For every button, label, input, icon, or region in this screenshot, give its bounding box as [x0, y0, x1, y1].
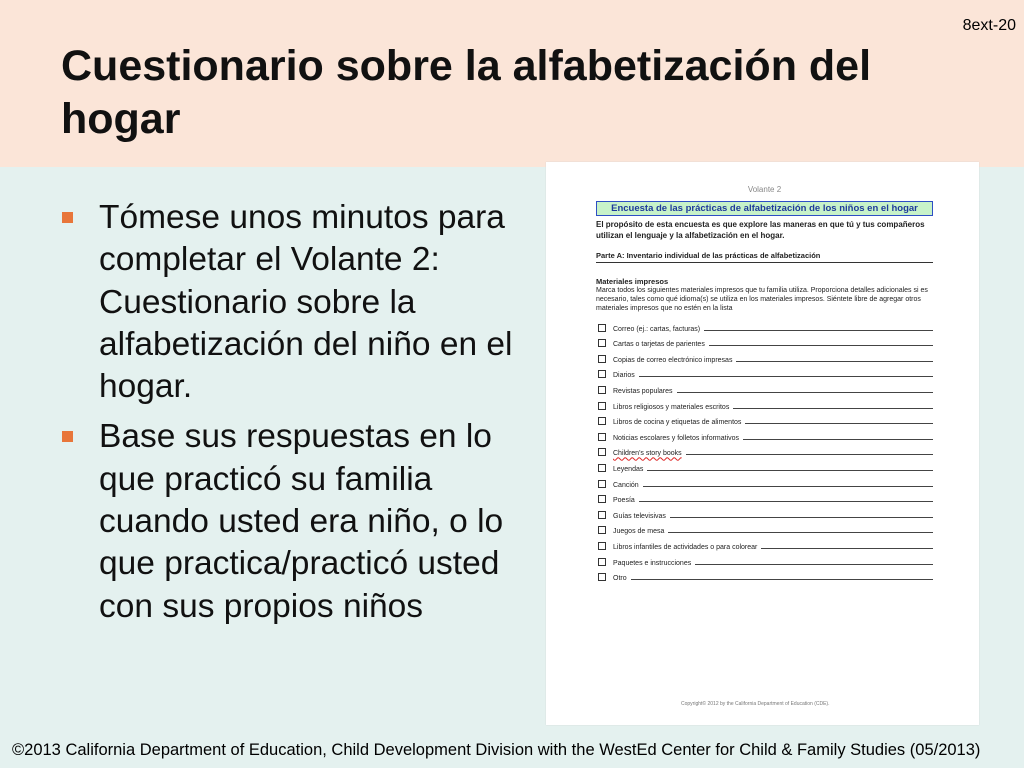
checkbox-icon [598, 386, 606, 394]
checkbox-icon [598, 573, 606, 581]
checklist-label: Libros religiosos y materiales escritos [613, 403, 730, 411]
handout-image [546, 162, 979, 725]
answer-line [643, 486, 933, 487]
checkbox-icon [598, 339, 606, 347]
answer-line [761, 548, 933, 549]
checklist-item [596, 535, 933, 551]
handout-part-a: Parte A: Inventario individual de las prácticas de alfabetización [596, 251, 933, 263]
checklist-label: Poesía [613, 497, 635, 505]
answer-line [736, 361, 933, 362]
checkbox-icon [598, 464, 606, 472]
answer-line [647, 470, 933, 471]
checklist-item [596, 395, 933, 411]
slide-title: Cuestionario sobre la alfabetización del hogar [61, 42, 872, 143]
footer-credit: ©2013 California Department of Education, Child Development Division with the WestEd Center for Child & Family Studies (05/2013) [12, 741, 981, 759]
checklist-item [596, 504, 933, 520]
answer-line [733, 408, 933, 409]
checklist-item [596, 520, 933, 536]
materials-text: Marca todos los siguientes materiales impresos que tu familia utiliza. Proporciona detalles adicionales si es necesario, tales como qué idioma(s) se utiliza en los materiales impresos. Siéntete libre de agregar otros materiales impresos que no estén en la lista [596, 287, 928, 312]
checklist-item [596, 442, 933, 458]
bullet-item [60, 197, 530, 408]
checklist-item [596, 489, 933, 505]
checklist-item [596, 348, 933, 364]
checklist-item [596, 457, 933, 473]
checkbox-icon [598, 433, 606, 441]
bullet-text: Base sus respuestas en lo que practicó su familia cuando usted era niño, o lo que practica/practicó usted con sus propios niños [99, 418, 504, 625]
checklist-label: Canción [613, 481, 639, 489]
checklist-label: Libros de cocina y etiquetas de alimentos [613, 419, 742, 427]
checklist-label: Paquetes e instrucciones [613, 559, 692, 567]
checklist-label: Correo (ej.: cartas, facturas) [613, 325, 701, 333]
checklist-item [596, 379, 933, 395]
checklist-label: Cartas o tarjetas de parientes [613, 341, 705, 349]
answer-line [695, 564, 933, 565]
checklist-item [596, 333, 933, 349]
handout-purpose: El propósito de esta encuesta es que explore las maneras en que tú y tus compañeros utilizan el lenguaje y la alfabetización en el hogar. [596, 220, 925, 240]
answer-line [686, 454, 933, 455]
answer-line [668, 532, 933, 533]
checkbox-icon [598, 542, 606, 550]
answer-line [639, 501, 933, 502]
answer-line [639, 376, 933, 377]
checklist-label: Juegos de mesa [613, 528, 665, 536]
checklist-item [596, 473, 933, 489]
handout-label: Volante 2 [747, 185, 782, 194]
square-bullet-icon [62, 212, 73, 223]
checklist-label: Diarios [613, 372, 635, 380]
answer-line [631, 579, 933, 580]
answer-line [677, 392, 933, 393]
checkbox-icon [598, 402, 606, 410]
materials-heading: Materiales impresos [596, 277, 669, 286]
checkbox-icon [598, 417, 606, 425]
checklist-item [596, 364, 933, 380]
checklist-item [596, 551, 933, 567]
bullet-item [60, 416, 530, 627]
checklist-label: Copias de correo electrónico impresas [613, 356, 733, 364]
checkbox-icon [598, 526, 606, 534]
checklist-label: Leyendas [613, 465, 644, 473]
checklist [596, 317, 933, 582]
title-banner [0, 0, 1024, 167]
handout-title: Encuesta de las prácticas de alfabetización de los niños en el hogar [596, 201, 933, 216]
checkbox-icon [598, 448, 606, 456]
checklist-label: Otro [613, 575, 627, 583]
checklist-item [596, 567, 933, 583]
checkbox-icon [598, 495, 606, 503]
slide-number: 8ext-20 [962, 17, 1016, 34]
checkbox-icon [598, 355, 606, 363]
answer-line [709, 345, 933, 346]
checklist-label: Libros infantiles de actividades o para colorear [613, 543, 758, 551]
checklist-item [596, 411, 933, 427]
checkbox-icon [598, 558, 606, 566]
answer-line [704, 330, 933, 331]
answer-line [743, 439, 933, 440]
checklist-label: Guías televisivas [613, 512, 666, 520]
square-bullet-icon [62, 431, 73, 442]
checklist-item [596, 426, 933, 442]
answer-line [745, 423, 933, 424]
checklist-label: Noticias escolares y folletos informativos [613, 434, 740, 442]
checkbox-icon [598, 324, 606, 332]
checklist-label: Revistas populares [613, 387, 673, 395]
checkbox-icon [598, 370, 606, 378]
checkbox-icon [598, 511, 606, 519]
checklist-item [596, 317, 933, 333]
checklist-label: Children's story books [613, 450, 682, 458]
bullet-text: Tómese unos minutos para completar el Volante 2: Cuestionario sobre la alfabetización del niño en el hogar. [99, 199, 513, 406]
answer-line [670, 517, 933, 518]
handout-copyright: Copyright© 2012 by the California Department of Education (CDE). [681, 701, 830, 707]
checkbox-icon [598, 480, 606, 488]
bullet-list [60, 197, 530, 636]
